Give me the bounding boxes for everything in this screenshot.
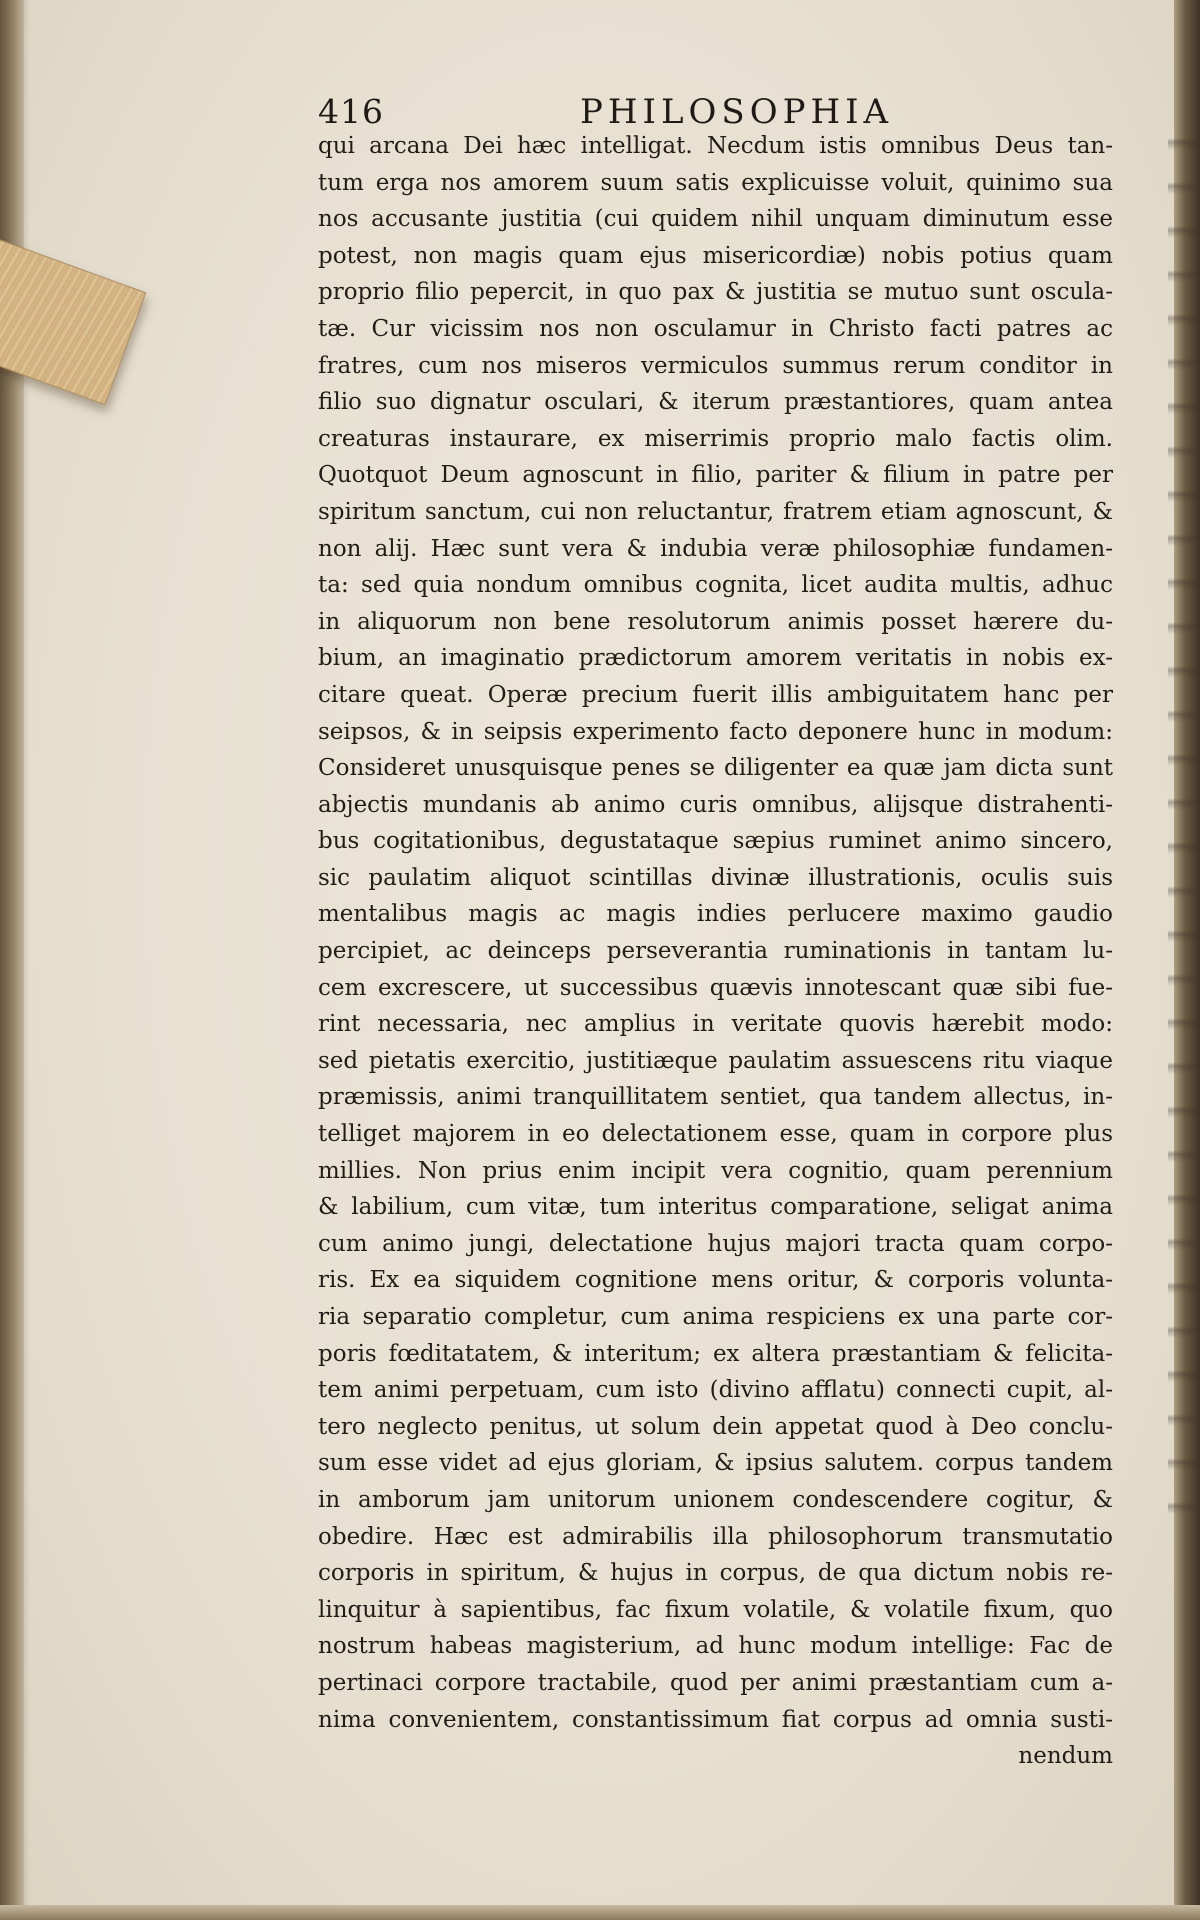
text-line: sum esse videt ad ejus gloriam, & ipsius salutem. corpus tandem	[318, 1450, 1113, 1477]
text-line: nima convenientem, constantissimum fiat corpus ad omnia susti-	[318, 1706, 1113, 1733]
body-text	[318, 128, 1113, 1775]
text-line: fratres, cum nos miseros vermiculos summus rerum conditor in	[318, 352, 1113, 379]
text-line: in aliquorum non bene resolutorum animis posset hærere du-	[318, 608, 1113, 635]
text-line: cem excrescere, ut successibus quævis innotescant quæ sibi fue-	[318, 974, 1113, 1001]
text-line: ris. Ex ea siquidem cognitione mens oritur, & corporis volunta-	[318, 1267, 1113, 1294]
text-line: citare queat. Operæ precium fuerit illis ambiguitatem hanc per	[318, 681, 1113, 708]
facing-page-edge	[1168, 120, 1200, 1520]
text-line: mentalibus magis ac magis indies perlucere maximo gaudio	[318, 901, 1113, 928]
page-number: 416	[318, 92, 384, 131]
text-line: tero neglecto penitus, ut solum dein appetat quod à Deo conclu-	[318, 1413, 1113, 1440]
text-line: bium, an imaginatio prædictorum amorem veritatis in nobis ex-	[318, 645, 1113, 672]
text-line: tem animi perpetuam, cum isto (divino afflatu) connecti cupit, al-	[318, 1377, 1113, 1404]
text-line: pertinaci corpore tractabile, quod per animi præstantiam cum a-	[318, 1669, 1113, 1696]
text-line: proprio filio pepercit, in quo pax & justitia se mutuo sunt oscula-	[318, 279, 1113, 306]
text-line: nos accusante justitia (cui quidem nihil unquam diminutum esse	[318, 206, 1113, 233]
text-line: Consideret unusquisque penes se diligenter ea quæ jam dicta sunt	[318, 755, 1113, 782]
text-line: corporis in spiritum, & hujus in corpus, de qua dictum nobis re-	[318, 1560, 1113, 1587]
text-line: cum animo jungi, delectatione hujus majori tracta quam corpo-	[318, 1230, 1113, 1257]
text-line: & labilium, cum vitæ, tum interitus comparatione, seligat anima	[318, 1194, 1113, 1221]
text-line: poris fœditatatem, & interitum; ex altera præstantiam & felicita-	[318, 1340, 1113, 1367]
text-line: sic paulatim aliquot scintillas divinæ illustrationis, oculis suis	[318, 864, 1113, 891]
text-line: sed pietatis exercitio, justitiæque paulatim assuescens ritu viaque	[318, 1047, 1113, 1074]
text-line: præmissis, animi tranquillitatem sentiet, qua tandem allectus, in-	[318, 1084, 1113, 1111]
text-line: non alij. Hæc sunt vera & indubia veræ philosophiæ fundamen-	[318, 535, 1113, 562]
text-line: seipsos, & in seipsis experimento facto deponere hunc in modum:	[318, 718, 1113, 745]
text-line: spiritum sanctum, cui non reluctantur, fratrem etiam agnoscunt, &	[318, 498, 1113, 525]
text-line: nostrum habeas magisterium, ad hunc modum intellige: Fac de	[318, 1633, 1113, 1660]
text-line: obedire. Hæc est admirabilis illa philosophorum transmutatio	[318, 1523, 1113, 1550]
text-line: filio suo dignatur osculari, & iterum præstantiores, quam antea	[318, 389, 1113, 416]
text-line: abjectis mundanis ab animo curis omnibus, alijsque distrahenti-	[318, 791, 1113, 818]
text-line: in amborum jam unitorum unionem condescendere cogitur, &	[318, 1486, 1113, 1513]
text-line: tum erga nos amorem suum satis explicuisse voluit, quinimo sua	[318, 169, 1113, 196]
text-line: Quotquot Deum agnoscunt in filio, pariter & filium in patre per	[318, 462, 1113, 489]
text-line: ria separatio completur, cum anima respiciens ex una parte cor-	[318, 1304, 1113, 1330]
text-line: ta: sed quia nondum omnibus cognita, licet audita multis, adhuc	[318, 572, 1113, 599]
text-line: percipiet, ac deinceps perseverantia ruminationis in tantam lu-	[318, 938, 1113, 965]
page-bottom-edge	[0, 1905, 1200, 1920]
text-line: qui arcana Dei hæc intelligat. Necdum istis omnibus Deus tan-	[318, 133, 1113, 159]
text-line: tæ. Cur vicissim nos non osculamur in Christo facti patres ac	[318, 315, 1113, 342]
text-line: millies. Non prius enim incipit vera cognitio, quam perennium	[318, 1157, 1113, 1184]
text-line: potest, non magis quam ejus misericordiæ) nobis potius quam	[318, 242, 1113, 269]
running-title: PHILOSOPHIA	[580, 92, 894, 132]
running-head	[0, 92, 1200, 132]
catchword: nendum	[1018, 1743, 1113, 1770]
text-line: telliget majorem in eo delectationem esse, quam in corpore plus	[318, 1121, 1113, 1148]
text-line: rint necessaria, nec amplius in veritate quovis hærebit modo:	[318, 1011, 1113, 1038]
text-line: linquitur à sapientibus, fac fixum volatile, & volatile fixum, quo	[318, 1596, 1113, 1623]
text-line: bus cogitationibus, degustataque sæpius ruminet animo sincero,	[318, 828, 1113, 855]
text-line: creaturas instaurare, ex miserrimis proprio malo factis olim.	[318, 425, 1113, 452]
